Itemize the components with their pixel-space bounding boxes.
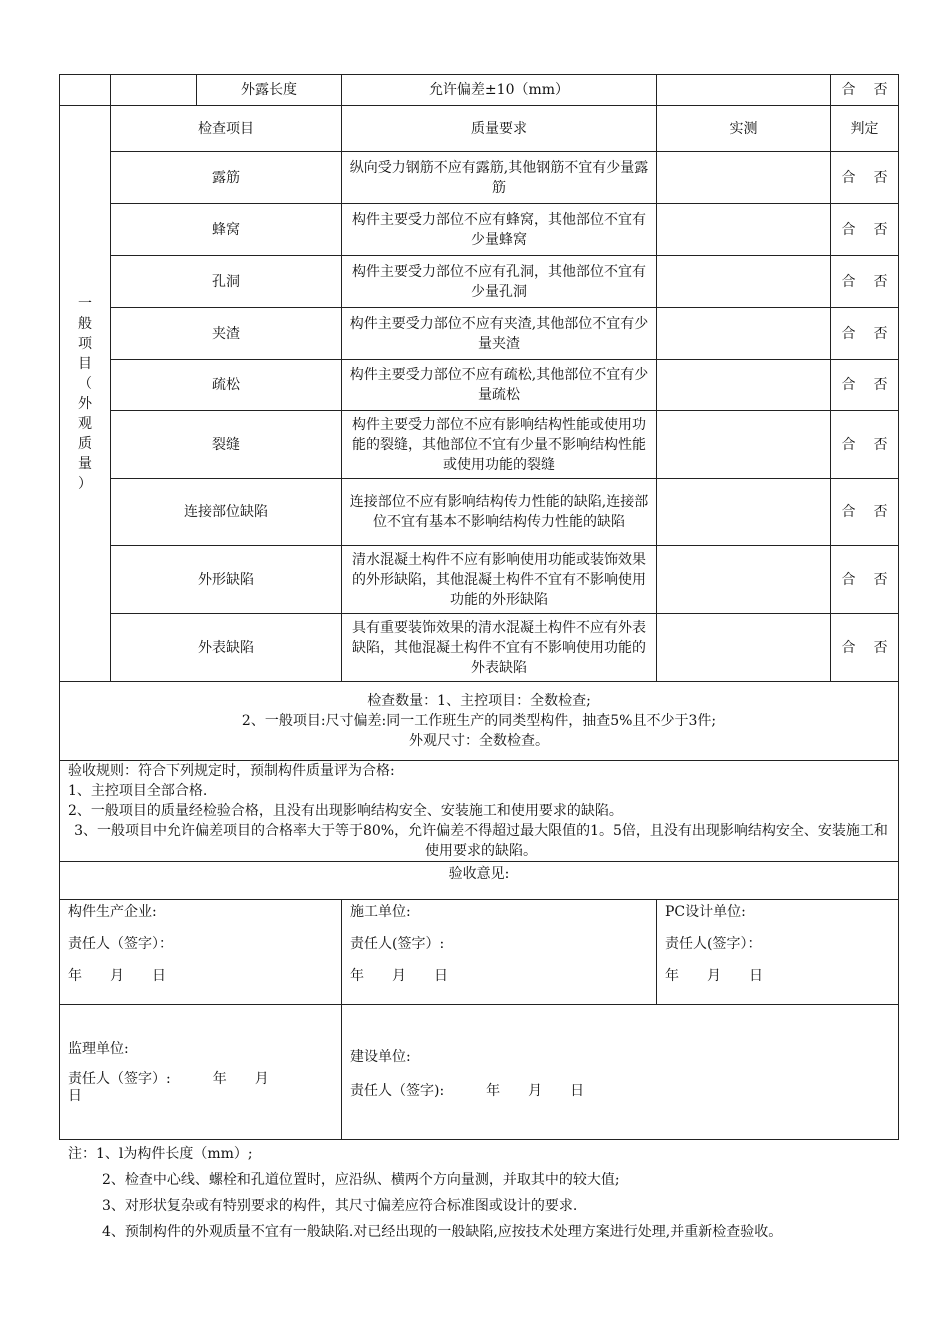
acceptance-table bbox=[59, 74, 899, 1140]
rule-line: 1、主控项目全部合格. bbox=[68, 783, 208, 799]
pass-label: 合 bbox=[841, 504, 856, 520]
rule-line: 验收规则：符合下列规定时，预制构件质量评为合格: bbox=[68, 763, 395, 779]
requirement-cell: 构件主要受力部位不应有孔洞，其他部位不宜有少量孔洞 bbox=[342, 256, 657, 308]
table-row bbox=[60, 308, 899, 360]
note-line: 3、对形状复杂或有特别要求的构件，其尺寸偏差应符合标准图或设计的要求. bbox=[102, 1198, 578, 1214]
pc-designer-unit: PC设计单位: bbox=[665, 904, 746, 920]
producer-signature[interactable] bbox=[60, 900, 342, 1005]
judgement-cell[interactable] bbox=[831, 204, 899, 256]
blank-cell bbox=[60, 75, 111, 106]
measured-cell[interactable] bbox=[657, 152, 831, 204]
note-line: 注：1、l为构件长度（mm）; bbox=[68, 1146, 253, 1162]
constructor-person: 责任人(签字）: bbox=[350, 936, 445, 952]
supervisor-person: 责任人（签字）: 年 月 日 bbox=[68, 1071, 297, 1104]
opinion-row bbox=[60, 862, 899, 900]
judgement-cell[interactable] bbox=[831, 75, 899, 106]
blank-cell bbox=[111, 75, 197, 106]
pass-label: 合 bbox=[841, 436, 856, 453]
pass-label: 合 bbox=[841, 169, 856, 186]
inspection-quantity bbox=[60, 682, 899, 761]
pass-label: 合 bbox=[841, 571, 856, 588]
requirement-cell: 构件主要受力部位不应有蜂窝，其他部位不宜有少量蜂窝 bbox=[342, 204, 657, 256]
measured-cell[interactable] bbox=[657, 75, 831, 106]
pass-label: 合 bbox=[841, 639, 856, 656]
fail-label: 否 bbox=[873, 82, 888, 98]
requirement-cell: 构件主要受力部位不应有疏松,其他部位不宜有少量疏松 bbox=[342, 360, 657, 411]
requirement-cell: 构件主要受力部位不应有影响结构性能或使用功能的裂缝，其他部位不宜有少量不影响结构性能或使用功能的裂缝 bbox=[342, 411, 657, 479]
requirement-cell: 具有重要装饰效果的清水混凝土构件不应有外表缺陷，其他混凝土构件不宜有不影响使用功能的外表缺陷 bbox=[342, 614, 657, 682]
item-cell: 露筋 bbox=[111, 152, 342, 204]
note-line: 2、检查中心线、螺栓和孔道位置时，应沿纵、横两个方向量测，并取其中的较大值; bbox=[102, 1172, 620, 1188]
header-requirement: 质量要求 bbox=[342, 106, 657, 152]
producer-date: 年 月 日 bbox=[68, 968, 166, 984]
item-cell: 夹渣 bbox=[111, 308, 342, 360]
item-cell: 裂缝 bbox=[111, 411, 342, 479]
item-cell: 连接部位缺陷 bbox=[111, 479, 342, 546]
measured-cell[interactable] bbox=[657, 360, 831, 411]
rule-line: 3、一般项目中允许偏差项目的合格率大于等于80%，允许偏差不得超过最大限值的1。5倍，且没有出现影响结构安全、安装施工和使用要求的缺陷。 bbox=[74, 823, 888, 859]
requirement-cell: 允许偏差±10（mm） bbox=[342, 75, 657, 106]
constructor-unit: 施工单位: bbox=[350, 904, 411, 920]
table-row bbox=[60, 256, 899, 308]
table-row bbox=[60, 360, 899, 411]
table-row bbox=[60, 614, 899, 682]
measured-cell[interactable] bbox=[657, 256, 831, 308]
header-judgement: 判定 bbox=[831, 106, 899, 152]
pass-label: 合 bbox=[841, 377, 856, 393]
measured-cell[interactable] bbox=[657, 614, 831, 682]
item-cell: 外形缺陷 bbox=[111, 546, 342, 614]
header-row bbox=[60, 106, 899, 152]
fail-label: 否 bbox=[873, 436, 888, 453]
table-row bbox=[60, 411, 899, 479]
note-line: 4、预制构件的外观质量不宜有一般缺陷.对已经出现的一般缺陷,应按技术处理方案进行处理,并重新检查验收。 bbox=[102, 1224, 783, 1240]
quantity-line: 检查数量：1、主控项目：全数检查; bbox=[367, 693, 591, 709]
signature-row-2 bbox=[60, 1005, 899, 1140]
fail-label: 否 bbox=[873, 325, 888, 342]
fail-label: 否 bbox=[873, 221, 888, 238]
judgement-cell[interactable] bbox=[831, 614, 899, 682]
inspection-quantity-row bbox=[60, 682, 899, 761]
signature-row-1 bbox=[60, 900, 899, 1005]
requirement-cell: 连接部位不应有影响结构传力性能的缺陷,连接部位不宜有基本不影响结构传力性能的缺陷 bbox=[342, 479, 657, 546]
owner-signature[interactable] bbox=[342, 1005, 899, 1140]
quantity-line: 2、一般项目:尺寸偏差:同一工作班生产的同类型构件，抽查5%且不少于3件; bbox=[241, 713, 717, 729]
pass-label: 合 bbox=[841, 273, 856, 290]
header-measured: 实测 bbox=[657, 106, 831, 152]
constructor-signature[interactable] bbox=[342, 900, 657, 1005]
judgement-cell[interactable] bbox=[831, 546, 899, 614]
table-row bbox=[60, 479, 899, 546]
judgement-cell[interactable] bbox=[831, 411, 899, 479]
measured-cell[interactable] bbox=[657, 411, 831, 479]
measured-cell[interactable] bbox=[657, 479, 831, 546]
quantity-line: 外观尺寸：全数检查。 bbox=[409, 733, 549, 749]
producer-unit: 构件生产企业: bbox=[68, 904, 157, 920]
pc-designer-signature[interactable] bbox=[657, 900, 899, 1005]
measured-cell[interactable] bbox=[657, 308, 831, 360]
rule-line: 2、一般项目的质量经检验合格，且没有出现影响结构安全、安装施工和使用要求的缺陷。 bbox=[68, 803, 623, 819]
producer-person: 责任人（签字）： bbox=[68, 936, 173, 952]
item-cell: 外露长度 bbox=[197, 75, 342, 106]
table-row bbox=[60, 204, 899, 256]
requirement-cell: 构件主要受力部位不应有夹渣,其他部位不宜有少量夹渣 bbox=[342, 308, 657, 360]
notes bbox=[68, 1141, 898, 1243]
fail-label: 否 bbox=[873, 504, 888, 520]
requirement-cell: 纵向受力钢筋不应有露筋,其他钢筋不宜有少量露筋 bbox=[342, 152, 657, 204]
owner-person: 责任人（签字): 年 月 日 bbox=[350, 1083, 585, 1099]
judgement-cell[interactable] bbox=[831, 308, 899, 360]
supervisor-signature[interactable] bbox=[60, 1005, 342, 1140]
judgement-cell[interactable] bbox=[831, 360, 899, 411]
fail-label: 否 bbox=[873, 273, 888, 290]
table-row bbox=[60, 152, 899, 204]
fail-label: 否 bbox=[873, 639, 888, 656]
judgement-cell[interactable] bbox=[831, 152, 899, 204]
header-item: 检查项目 bbox=[111, 106, 342, 152]
fail-label: 否 bbox=[873, 571, 888, 588]
pc-designer-date: 年 月 日 bbox=[665, 968, 763, 984]
item-cell: 蜂窝 bbox=[111, 204, 342, 256]
pass-label: 合 bbox=[841, 221, 856, 238]
item-cell: 孔洞 bbox=[111, 256, 342, 308]
table-row bbox=[60, 546, 899, 614]
fail-label: 否 bbox=[873, 377, 888, 393]
owner-unit: 建设单位: bbox=[350, 1049, 411, 1065]
acceptance-rules bbox=[60, 761, 899, 862]
pass-label: 合 bbox=[841, 325, 856, 342]
constructor-date: 年 月 日 bbox=[350, 968, 448, 984]
section-label-general-items: 一 般 项 目 （ 外 观 质 量 ） bbox=[60, 106, 111, 682]
measured-cell[interactable] bbox=[657, 204, 831, 256]
pc-designer-person: 责任人(签字）： bbox=[665, 936, 762, 952]
item-cell: 疏松 bbox=[111, 360, 342, 411]
item-cell: 外表缺陷 bbox=[111, 614, 342, 682]
supervisor-unit: 监理单位: bbox=[68, 1041, 129, 1057]
opinion-label: 验收意见: bbox=[60, 862, 899, 900]
judgement-cell[interactable] bbox=[831, 479, 899, 546]
judgement-cell[interactable] bbox=[831, 256, 899, 308]
top-row bbox=[60, 75, 899, 106]
requirement-cell: 清水混凝土构件不应有影响使用功能或装饰效果的外形缺陷，其他混凝土构件不宜有不影响使用功能的外形缺陷 bbox=[342, 546, 657, 614]
measured-cell[interactable] bbox=[657, 546, 831, 614]
fail-label: 否 bbox=[873, 169, 888, 186]
acceptance-rules-row bbox=[60, 761, 899, 862]
pass-label: 合 bbox=[841, 82, 856, 98]
